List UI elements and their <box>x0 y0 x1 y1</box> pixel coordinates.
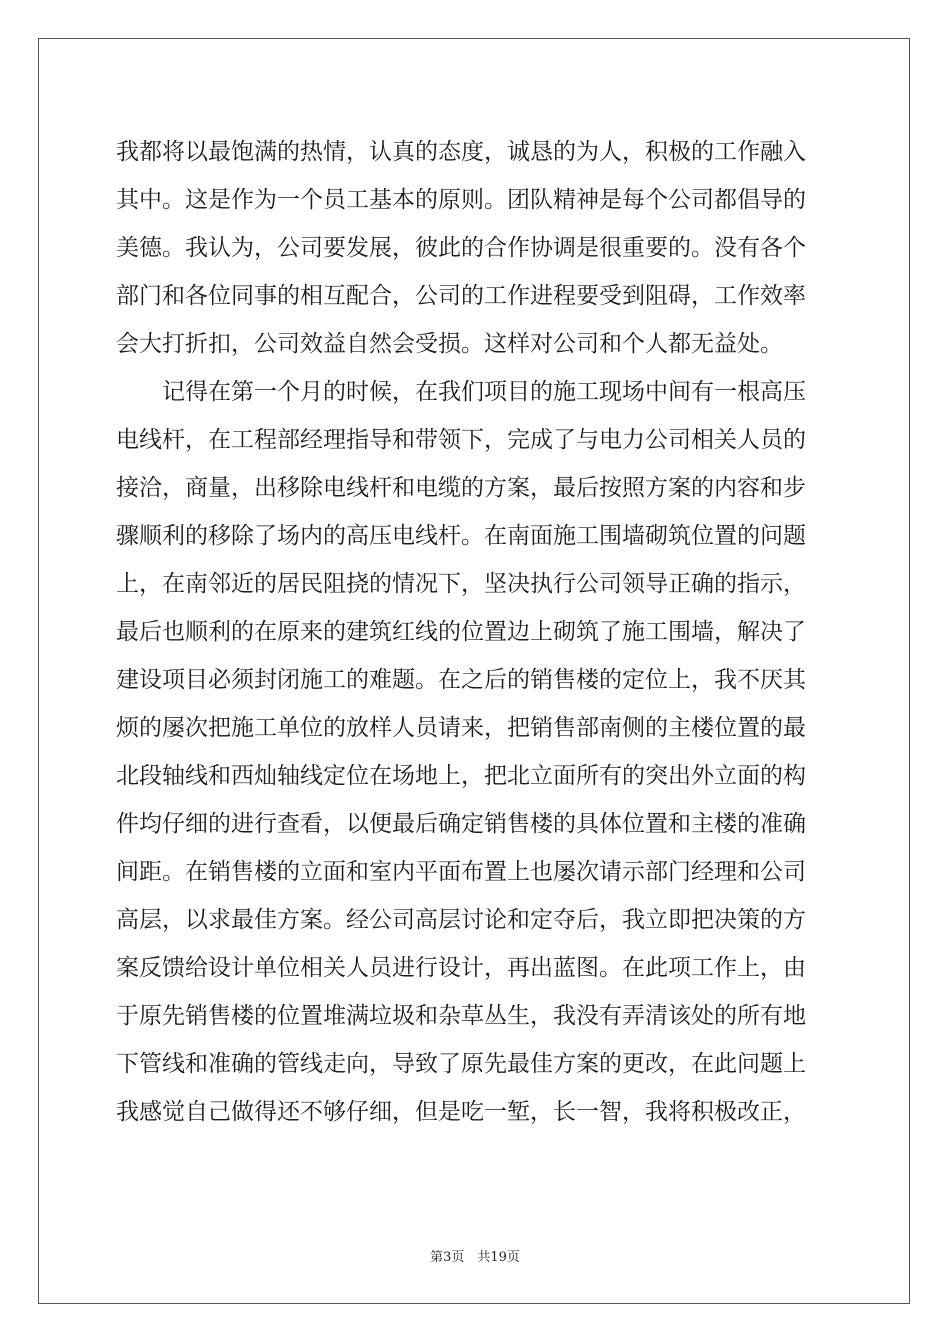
text-line: 电线杆，在工程部经理指导和带领下，完成了与电力公司相关人员的 <box>116 427 806 453</box>
text-line: 美德。我认为，公司要发展，彼此的合作协调是很重要的。没有各个 <box>116 235 806 261</box>
text-line: 北段轴线和西灿轴线定位在场地上，把北立面所有的突出外立面的构 <box>116 763 806 789</box>
text-line: 件均仔细的进行查看，以便最后确定销售楼的具体位置和主楼的准确 <box>116 811 806 837</box>
text-line: 下管线和准确的管线走向，导致了原先最佳方案的更改，在此问题上 <box>116 1051 806 1077</box>
text-line: 接洽，商量，出移除电线杆和电缆的方案，最后按照方案的内容和步 <box>116 475 806 501</box>
text-line: 案反馈给设计单位相关人员进行设计，再出蓝图。在此项工作上，由 <box>116 955 806 981</box>
page-number-footer: 第3页 共19页 <box>430 1250 520 1265</box>
text-line: 烦的屡次把施工单位的放样人员请来，把销售部南侧的主楼位置的最 <box>116 715 806 741</box>
document-body <box>116 128 834 1136</box>
text-line: 会大打折扣，公司效益自然会受损。这样对公司和个人都无益处。 <box>116 331 783 357</box>
text-line: 记得在第一个月的时候，在我们项目的施工现场中间有一根高压 <box>162 379 806 405</box>
text-line: 间距。在销售楼的立面和室内平面布置上也屡次请示部门经理和公司 <box>116 859 806 885</box>
text-line: 建设项目必须封闭施工的难题。在之后的销售楼的定位上，我不厌其 <box>116 667 806 693</box>
text-line: 我都将以最饱满的热情，认真的态度，诚恳的为人，积极的工作融入 <box>116 139 806 165</box>
text-line: 最后也顺利的在原来的建筑红线的位置边上砌筑了施工围墙，解决了 <box>116 619 806 645</box>
text-line: 于原先销售楼的位置堆满垃圾和杂草丛生，我没有弄清该处的所有地 <box>116 1003 806 1029</box>
text-line: 骤顺利的移除了场内的高压电线杆。在南面施工围墙砌筑位置的问题 <box>116 523 806 549</box>
text-line: 高层，以求最佳方案。经公司高层讨论和定夺后，我立即把决策的方 <box>116 907 806 933</box>
text-line: 上，在南邻近的居民阻挠的情况下，坚决执行公司领导正确的指示， <box>116 571 806 597</box>
text-line: 我感觉自己做得还不够仔细，但是吃一堑，长一智，我将积极改正， <box>116 1099 806 1125</box>
text-line: 部门和各位同事的相互配合，公司的工作进程要受到阻碍，工作效率 <box>116 283 806 309</box>
text-line: 其中。这是作为一个员工基本的原则。团队精神是每个公司都倡导的 <box>116 187 806 213</box>
